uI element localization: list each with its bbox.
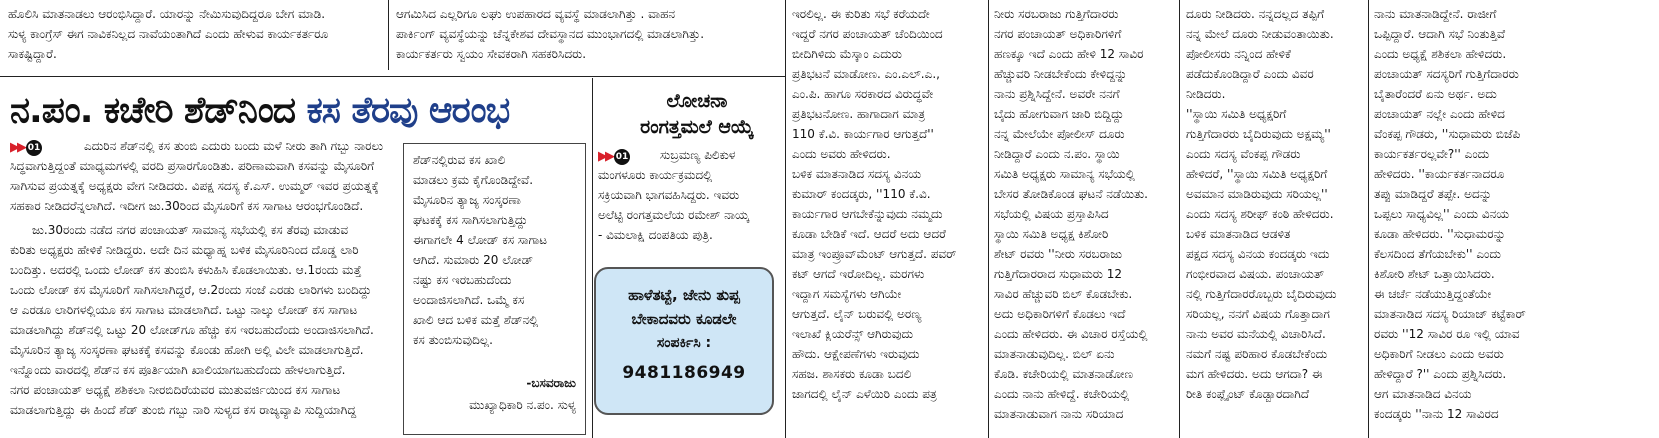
ad-line-3: ಸಂಪರ್ಕಿಸಿ : xyxy=(656,335,712,351)
side-article-title xyxy=(612,88,782,140)
number-badge: 01 xyxy=(26,140,42,156)
col1-para1: ಎದುರಿನ ಶೆಡ್‌ನಲ್ಲಿ ಕಸ ತುಂಬಿ ಎದುರು ಬಂದು ಮಳೆ ನೀರು ತಾಗಿ ಗಬ್ಬು ನಾರಲು ಸಿದ್ಧವಾಗುತ್ತಿದ್ದಂತೆ ಮಾಧ್ಯಮಗಳಲ್ಲಿ ವರದಿ ಪ್ರಸಾರಗೊಂಡಿತು. ಪರಿಣಾಮವಾಗಿ ಕಸವನ್ನು ಮೈಸೂರಿಗೆ ಸಾಗಿಸುವ ಪ್ರಯತ್ನಕ್ಕೆ ಅಧ್ಯಕ್ಷರು ವೇಗ ನೀಡಿದರು. ವಿಪಕ್ಷ ಸದಸ್ಯ ಕೆ.ಎಸ್. ಉಮ್ಮರ್ ಇವರ ಪ್ರಯತ್ನಕ್ಕೆ ಸಹಕಾರ ನೀಡಿದರೆನ್ನಲಾಗಿದೆ. ಇದೀಗ ಜು.30ರಿಂದ ಮೈಸೂರಿಗೆ ಕಸ ಸಾಗಾಟ ಆರಂಭಗೊಂಡಿದೆ. xyxy=(10,139,384,213)
col1-top-text: ಹೊಲಿಸಿ ಮಾತನಾಡಲು ಆರಂಭಿಸಿದ್ದಾರೆ. ಯಾರನ್ನು ನೇಮಿಸುವುದಿದ್ದರೂ ಬೇಗ ಮಾಡಿ. ಸುಳ್ಯ ಕಾಂಗ್ರೆಸ್ ಈಗ ನಾವಿಕನಿಲ್ಲದ ನಾವೆಯಂತಾಗಿದೆ ಎಂದು ಹೇಳುವ ಕಾರ್ಯಕರ್ತರೂ ಸಾಕಷ್ಟಿದ್ದಾರೆ. xyxy=(8,7,329,61)
ad-line-2: ಬೇಕಾದವರು ಕೂಡಲೇ xyxy=(631,310,737,328)
col2-top-text: ಆಗಮಿಸಿದ ಎಲ್ಲರಿಗೂ ಲಘು ಉಪಹಾರದ ವ್ಯವಸ್ಥೆ ಮಾಡಲಾಗಿತ್ತು . ವಾಹನ ಪಾರ್ಕಿಂಗ್ ವ್ಯವಸ್ಥೆಯನ್ನು ಚೆನ್ನಕೇಶವ ದೇವಸ್ಥಾನದ ಮುಂಭಾಗದಲ್ಲಿ ಮಾಡಲಾಗಿತ್ತು. ಕಾರ್ಯಕರ್ತರು ಸ್ವಯಂ ಸೇವಕರಾಗಿ ಸಹಕರಿಸಿದರು. xyxy=(396,7,705,61)
side-article-marker xyxy=(598,146,630,165)
column-divider-1 xyxy=(388,0,389,70)
quote-box xyxy=(403,143,586,435)
side-article-text: ಮಂಗಳೂರು ಕಾರ್ಯಕ್ರಮದಲ್ಲಿ ಸಕ್ರಿಯವಾಗಿ ಭಾಗವಹಿಸಿದ್ದರು. ಇವರು ಅಲೆಟ್ಟಿ ರಂಗತ್ತಮಲೆಯ ರಮೇಶ್ ನಾಯ್ಕ - ವಿಮಲಾಕ್ಷಿ ದಂಪತಿಯ ಪುತ್ರಿ. xyxy=(598,168,750,242)
column-divider-3 xyxy=(785,0,786,438)
column-divider-6 xyxy=(1368,0,1369,438)
side-title-line-2: ರಂಗತ್ತಮಲೆ ಆಯ್ಕೆ xyxy=(640,116,754,138)
col7-text: ನಾನು ಮಾತನಾಡಿದ್ದೇನೆ. ರಾಜೀಗೆ ಒಪ್ಪಿದ್ದಾರೆ. ಆದಾಗಿ ಸಭೆ ನಿಂತುತ್ತಿವೆ ಎಂದು ಅಧ್ಯಕ್ಷೆ ಶಶಿಕಲಾ ಹೇಳಿದರು. ಪಂಚಾಯತ್ ಸದಸ್ಯರಿಗೆ ಗುತ್ತಿಗೆದಾರರು ಬೈತಾರೆಂದರೆ ಏನು ಅರ್ಥ. ಅದು ಪಂಚಾಯತ್ ನಲ್ಲೇ ಎಂದು ಹೇಳಿದ ವೆಂಕಪ್ಪ ಗೌಡರು, ''ಸುಧಾಮರು ಬಿಜೆಪಿ ಕಾರ್ಯಕರ್ತರಲ್ಲವೇ?'' ಎಂದು ಹೇಳಿದರು. ''ಕಾರ್ಯಕರ್ತನಾದರೂ ತಪ್ಪು ಮಾಡಿದ್ದರೆ ತಪ್ಪೇ. ಅದನ್ನು ಒಪ್ಪಲು ಸಾಧ್ಯವಿಲ್ಲ'' ಎಂದು ವಿನಯ ಕೂಡಾ ಹೇಳಿದರು. ''ಸುಧಾಮರನ್ನು ಕೆಲಸದಿಂದ ತೆಗೆಯಬೇಕು'' ಎಂದು ಕಿಶೋರಿ ಶೇಟ್ ಒತ್ತಾಯಿಸಿದರು. ಈ ಚರ್ಚೆ ನಡೆಯುತ್ತಿದ್ದಂತೆಯೇ ಮಾತನಾಡಿದ ಸದಸ್ಯ ರಿಯಾಜ್ ಕಟ್ಟೆಕಾರ್ ರವರು ''12 ಸಾವಿರ ರೂ ಇಲ್ಲಿ ಯಾವ ಅಧಿಕಾರಿಗೆ ನೀಡಲು ಎಂದು ಅವರು ಹೇಳಿದ್ದಾರೆ ?'' ಎಂದು ಪ್ರಶ್ನಿಸಿದರು. ಆಗ ಮಾತನಾಡಿದ ವಿನಯ ಕಂದಡ್ಕರು ''ನಾನು 12 ಸಾವಿರದ xyxy=(1374,7,1526,421)
quote-sign: -ಬಸವರಾಜು xyxy=(526,376,576,390)
headline-part-1: ನ.ಪಂ. ಕಚೇರಿ ಶೆಡ್‌ನಿಂದ xyxy=(10,90,307,131)
ad-phone-number: 9481186949 xyxy=(622,363,746,383)
side-article-first-line: ಸುಬ್ರಮಣ್ಯ ಪಿಲಿಕುಳ xyxy=(660,148,736,162)
col1-para2: ಜು.30ರಂದು ನಡೆದ ನಗರ ಪಂಚಾಯತ್ ಸಾಮಾನ್ಯ ಸಭೆಯಲ್ಲಿ ಕಸ ತೆರವು ಮಾಡುವ ಕುರಿತು ಅಧ್ಯಕ್ಷರು ಹೇಳಿಕೆ ನೀಡಿದ್ದರು. ಅದೇ ದಿನ ಮಧ್ಯಾಹ್ನ ಬಳಿಕ ಮೈಸೂರಿನಿಂದ ದೊಡ್ಡ ಲಾರಿ ಬಂದಿತ್ತು. ಅದರಲ್ಲಿ ಒಂದು ಲೋಡ್ ಕಸ ತುಂಬಿಸಿ ಕಳುಹಿಸಿ ಕೊಡಲಾಯಿತು. ಆ.1ರಂದು ಮತ್ತೆ ಒಂದು ಲೋಡ್ ಕಸ ಮೈಸೂರಿಗೆ ಸಾಗಿಸಲಾಗಿದ್ದರೆ, ಆ.2ರಂದು ಸಂಜೆ ಎರಡು ಲಾರಿಗಳು ಬಂದಿದ್ದು ಆ ಎರಡೂ ಲಾರಿಗಳಲ್ಲಿಯೂ ಕಸ ಸಾಗಾಟ ಮಾಡಲಾಗಿದೆ. ಒಟ್ಟು ನಾಲ್ಕು ಲೋಡ್ ಕಸ ಸಾಗಾಟ ಮಾಡಲಾಗಿದ್ದು ಶೆಡ್‌ನಲ್ಲಿ ಒಟ್ಟು 20 ಲೋಡ್‌ಗೂ ಹೆಚ್ಚು ಕಸ ಇರಬಹುದೆಂದು ಅಂದಾಜಿಸಲಾಗಿದೆ. ಮೈಸೂರಿನ ತ್ಯಾಜ್ಯ ಸಂಸ್ಕರಣಾ ಘಟಕಕ್ಕೆ ಕಸವನ್ನು ಕೊಂಡು ಹೋಗಿ ಅಲ್ಲಿ ವಿಲೇ ಮಾಡಲಾಗುತ್ತಿದೆ. ಇನ್ನೊಂದು ವಾರದಲ್ಲಿ ಶೆಡ್‌ನ ಕಸ ಪೂರ್ತಿಯಾಗಿ ಖಾಲಿಯಾಗಬಹುದೆಂದು ಹೇಳಲಾಗುತ್ತಿದೆ. ನಗರ ಪಂಚಾಯತ್ ಅಧ್ಯಕ್ಷೆ ಶಶಿಕಲಾ ನೀರಬಿದಿರೆಯವರ ಮುತುವರ್ಜಿಯಿಂದ ಕಸ ಸಾಗಾಟ ಮಾಡಲಾಗುತ್ತಿದ್ದು ಈ ಹಿಂದೆ ಶೆಡ್ ತುಂಬಿ ಗಬ್ಬು ನಾರಿ ಸುಳ್ಯದ ಕಸ ರಾಜ್ಯವ್ಯಾಪಿ ಸುದ್ದಿಯಾಗಿದ್ದ xyxy=(10,223,374,417)
col6-text: ದೂರು ನೀಡಿದರು. ನನ್ನದಲ್ಲದ ತಪ್ಪಿಗೆ ನನ್ನ ಮೇಲೆ ದೂರು ನೀಡುವಂತಾಯಿತು. ಪೋಲೀಸರು ನನ್ನಿಂದ ಹೇಳಿಕೆ ಪಡೆದುಕೊಂಡಿದ್ದಾರೆ ಎಂದು ವಿವರ ನೀಡಿದರು. ''ಸ್ಥಾಯಿ ಸಮಿತಿ ಅಧ್ಯಕ್ಷರಿಗೆ ಗುತ್ತಿಗೆದಾರರು ಬೈದಿರುವುದು ಅಕ್ಷಮ್ಯ'' ಎಂದು ಸದಸ್ಯ ವೆಂಕಪ್ಪ ಗೌಡರು ಹೇಳಿದರೆ, ''ಸ್ಥಾಯಿ ಸಮಿತಿ ಅಧ್ಯಕ್ಷರಿಗೆ ಅವಮಾನ ಮಾಡಿರುವುದು ಸರಿಯಲ್ಲ'' ಎಂದು ಸದಸ್ಯ ಶರೀಫ್ ಕಂಠಿ ಹೇಳಿದರು. ಬಳಿಕ ಮಾತನಾಡಿದ ಆಡಳಿತ ಪಕ್ಷದ ಸದಸ್ಯ ವಿನಯ ಕಂದಡ್ಕರು ಇದು ಗಂಭೀರವಾದ ವಿಷಯ. ಪಂಚಾಯತ್ ನಲ್ಲಿ ಗುತ್ತಿಗೆದಾರರೊಬ್ಬರು ಬೈದಿರುವುದು ಸರಿಯಲ್ಲ, ನನಗೆ ವಿಷಯ ಗೊತ್ತಾದಾಗ ನಾನು ಅವರ ಮನೆಯಲ್ಲಿ ವಿಚಾರಿಸಿದೆ. ನಮಗೆ ನಷ್ಟ ಪರಿಹಾರ ಕೊಡಬೇಕೆಂದು ಮಗ ಹೇಳಿದರು. ಅದು ಆಗದಾ? ಈ ರೀತಿ ಕಂಪ್ಲೈಂಟ್ ಕೊಡ್ಬಾರದಾಗಿದೆ xyxy=(1186,7,1337,401)
ad-line-1: ಹಾಳೆತಟ್ಟೆ, ಜೇನು ತುಪ್ಪ xyxy=(628,286,740,304)
honey-ad-box xyxy=(594,267,774,415)
main-headline xyxy=(10,90,630,132)
section-divider xyxy=(0,76,785,77)
number-badge-2: 01 xyxy=(614,149,630,165)
quote-box-text: ಶೆಡ್‌ನಲ್ಲಿರುವ ಕಸ ಖಾಲಿ ಮಾಡಲು ಕ್ರಮ ಕೈಗೊಂಡಿದ್ದೇವೆ. ಮೈಸೂರಿನ ತ್ಯಾಜ್ಯ ಸಂಸ್ಕರಣಾ ಘಟಕಕ್ಕೆ ಕಸ ಸಾಗಿಸಲಾಗುತ್ತಿದ್ದು ಈಗಾಗಲೇ 4 ಲೋಡ್ ಕಸ ಸಾಗಾಟ ಆಗಿದೆ. ಸುಮಾರು 20 ಲೋಡ್ ನಷ್ಟು ಕಸ ಇರಬಹುದೆಂದು ಅಂದಾಜಿಸಲಾಗಿದೆ. ಒಮ್ಮೆ ಕಸ ಖಾಲಿ ಆದ ಬಳಿಕ ಮತ್ತೆ ಶೆಡ್‌ನಲ್ಲಿ ಕಸ ತುಂಬಿಸುವುದಿಲ್ಲ. xyxy=(413,153,548,347)
headline-part-2: ಕಸ ತೆರವು ಆರಂಭ xyxy=(306,90,510,131)
side-title-line-1: ಲೋಚನಾ xyxy=(666,90,728,112)
column-divider-4 xyxy=(988,0,989,438)
col4-text: ಇರಲಿಲ್ಲ. ಈ ಕುರಿತು ಸಭೆ ಕರೆಯದೇ ಇದ್ದರೆ ನಗರ ಪಂಚಾಯತ್ ಚೆಂದಿಯಿಂದ ಬೀದಿಗಿಳಿದು ಮೆಸ್ಕಾಂ ಎದುರು ಪ್ರತಿಭಟನೆ ಮಾಡೋಣ. ಎಂ.ಎಲ್.ಎ., ಎಂ.ಪಿ. ಹಾಗೂ ಸರಕಾರದ ವಿರುದ್ಧವೇ ಪ್ರತಿಭಟನೋಣ. ಹಾಗಾದಾಗ ಮಾತ್ರ 110 ಕೆ.ವಿ. ಕಾರ್ಯಗಾರ ಆಗುತ್ತದೆ'' ಎಂದು ಅವರು ಹೇಳಿದರು. ಬಳಿಕ ಮಾತನಾಡಿದ ಸದಸ್ಯ ವಿನಯ ಕುಮಾರ್ ಕಂದಡ್ಕರು, ''110 ಕೆ.ವಿ. ಕಾರ್ಯಗಾರ ಆಗಬೇಕೆನ್ನುವುದು ನಮ್ಮದು ಕೂಡಾ ಬೇಡಿಕೆ ಇದೆ. ಆದರೆ ಅದು ಆದರೆ ಮಾತ್ರ ಇಂಪ್ರೂವ್‌ಮೆಂಟ್ ಆಗುತ್ತದೆ. ಪವರ್ ಕಟ್ ಆಗದೆ ಇರೋದಿಲ್ಲ. ಮರಗಳು ಇದ್ದಾಗ ಸಮಸ್ಯೆಗಳು ಆಗಿಯೇ ಆಗುತ್ತದೆ. ಲೈನ್ ಬರುವಲ್ಲಿ ಅರಣ್ಯ ಇಲಾಖೆ ಕ್ಲಿಯರೆನ್ಸ್ ಆಗಿರುವುದು ಹೌದು. ಆಕ್ಷೇಪಣೆಗಳು ಇರುವುದು ಸಹಜ. ಶಾಸಕರು ಕೂಡಾ ಬದಲಿ ಜಾಗದಲ್ಲಿ ಲೈನ್ ಎಳೆಯಿರಿ ಎಂದು ಪತ್ರ xyxy=(792,7,957,401)
quote-role: ಮುಖ್ಯಾಧಿಕಾರಿ ನ.ಪಂ. ಸುಳ್ಯ xyxy=(469,398,576,412)
column-divider-2 xyxy=(592,78,593,438)
col5-text: ನೀರು ಸರಬರಾಜು ಗುತ್ತಿಗೆದಾರರು ನಗರ ಪಂಚಾಯತ್ ಅಧಿಕಾರಿಗಳಿಗೆ ಹಣಕ್ಕೂ ಇದೆ ಎಂದು ಹೇಳಿ 12 ಸಾವಿರ ಹೆಚ್ಚುವರಿ ನೀಡಬೇಕೆಂದು ಕೇಳಿದ್ದನ್ನು ನಾನು ಪ್ರಶ್ನಿಸಿದ್ದೇನೆ. ಅವರೇ ನನಗೆ ಬೈದು ಹೋಗುವಾಗ ಜಾರಿ ಬಿದ್ದಿದ್ದು ನನ್ನ ಮೇಲೆಯೇ ಪೋಲೀಸ್ ದೂರು ನೀಡಿದ್ದಾರೆ ಎಂದು ನ.ಪಂ. ಸ್ಥಾಯಿ ಸಮಿತಿ ಅಧ್ಯಕ್ಷರು ಸಾಮಾನ್ಯ ಸಭೆಯಲ್ಲಿ ಬೇಸರ ತೋಡಿಕೊಂಡ ಘಟನೆ ನಡೆಯಿತು. ಸಭೆಯಲ್ಲಿ ವಿಷಯ ಪ್ರಸ್ತಾಪಿಸಿದ ಸ್ಥಾಯಿ ಸಮಿತಿ ಅಧ್ಯಕ್ಷ ಕಿಶೋರಿ ಶೇಟ್ ರವರು ''ನೀರು ಸರಬರಾಜು ಗುತ್ತಿಗೆದಾರರಾದ ಸುಧಾಮರು 12 ಸಾವಿರ ಹೆಚ್ಚುವರಿ ಬಿಲ್ ಕೊಡಬೇಕು. ಅದು ಅಧಿಕಾರಿಗಳಿಗೆ ಕೊಡಲು ಇದೆ ಎಂದು ಹೇಳಿದರು. ಈ ವಿಚಾರ ರಸ್ತೆಯಲ್ಲಿ ಮಾತನಾಡುವುದಿಲ್ಲ. ಬಿಲ್ ಏನು ಕೊಡಿ. ಕಚೇರಿಯಲ್ಲಿ ಮಾತನಾಡೋಣ ಎಂದು ನಾನು ಹೇಳಿದ್ದೆ. ಕಚೇರಿಯಲ್ಲಿ ಮಾತನಾಡುವಾಗ ನಾನು ಸರಿಯಾದ xyxy=(994,7,1148,421)
red-arrows-icon-2: ▶▶ xyxy=(598,149,612,164)
column-divider-5 xyxy=(1179,0,1180,438)
red-arrows-icon: ▶▶ xyxy=(10,140,24,155)
